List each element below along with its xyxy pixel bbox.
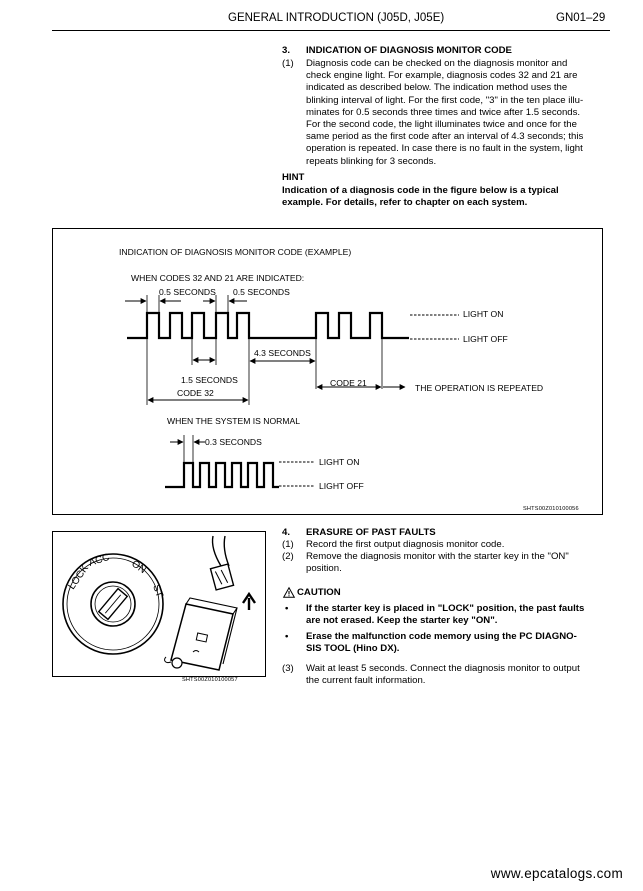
item-3-line: the current fault information.: [306, 675, 426, 687]
section-3-item-number: (1): [282, 58, 294, 69]
normal-subtitle: WHEN THE SYSTEM IS NORMAL: [167, 416, 301, 426]
item-3-number: (3): [282, 663, 294, 674]
starter-key-figure: [52, 531, 266, 677]
hint-label: HINT: [282, 172, 305, 183]
codes-subtitle: WHEN CODES 32 AND 21 ARE INDICATED:: [131, 273, 305, 283]
page-number: GN01–29: [556, 12, 606, 24]
label-light-off-normal: LIGHT OFF: [319, 481, 364, 491]
para-line: minates for 0.5 seconds three times and twice after 1.5 seconds.: [306, 106, 581, 118]
label-code-32: CODE 32: [177, 388, 214, 398]
hint-line: example. For details, refer to chapter on each system.: [282, 197, 528, 209]
bullet-1-symbol: •: [285, 603, 289, 614]
para-line: indicated as described below. The indication method uses the: [306, 82, 568, 94]
item-3-text: [306, 663, 604, 687]
bullet-2-line: SIS TOOL (Hino DX).: [306, 643, 400, 655]
label-light-off: LIGHT OFF: [463, 334, 508, 344]
page-header-title: GENERAL INTRODUCTION (J05D, J05E): [228, 12, 445, 24]
section-3-title: INDICATION OF DIAGNOSIS MONITOR CODE: [306, 45, 512, 56]
item-3-line: Wait at least 5 seconds. Connect the diagnosis monitor to output: [306, 663, 580, 674]
watermark: www.epcatalogs.com: [490, 866, 623, 881]
label-operation-repeated: THE OPERATION IS REPEATED: [415, 383, 544, 393]
label-15-seconds: 1.5 SECONDS: [181, 375, 238, 385]
starter-key-svg: [53, 532, 267, 678]
bullet-1-line: are not erased. Keep the starter key "ON".: [306, 615, 498, 627]
key-label-st: ST: [150, 583, 165, 600]
normal-waveform: [165, 463, 279, 487]
item-1-text: Record the first output diagnosis monitor code.: [306, 539, 505, 550]
label-03-seconds: 0.3 SECONDS: [205, 437, 262, 447]
item-2-line: position.: [306, 563, 342, 575]
key-label-acc: ACC: [87, 551, 112, 569]
para-line: repeats blinking for 3 seconds.: [306, 155, 437, 167]
caution-icon: [283, 587, 295, 598]
label-code-21: CODE 21: [330, 378, 367, 388]
para-line: For the second code, the light illuminates twice and once for the: [306, 119, 577, 131]
label-light-on-normal: LIGHT ON: [319, 457, 360, 467]
label-light-on: LIGHT ON: [463, 309, 504, 319]
key-label-lock: LOCK: [66, 563, 92, 592]
figure-title: INDICATION OF DIAGNOSIS MONITOR CODE (EXAMPLE): [119, 247, 352, 257]
label-05-seconds-a: 0.5 SECONDS: [159, 287, 216, 297]
caution-label: CAUTION: [297, 587, 341, 598]
item-2-number: (2): [282, 551, 294, 562]
bullet-1-line: If the starter key is placed in "LOCK" position, the past faults: [306, 603, 585, 614]
timing-diagram-svg: [53, 229, 604, 516]
para-line: Diagnosis code can be checked on the diagnosis monitor and: [306, 58, 568, 69]
bullet-2-text: [306, 631, 604, 655]
para-line: blinking interval of light. For the first code, "3" in the ten place illu-: [306, 94, 584, 106]
key-label-on: ON: [129, 558, 148, 577]
item-2-text: [306, 551, 604, 575]
bullet-1-text: [306, 603, 604, 627]
section-4-number: 4.: [282, 527, 291, 538]
label-43-seconds: 4.3 SECONDS: [254, 348, 311, 358]
section-3-number: 3.: [282, 45, 291, 56]
label-05-seconds-b: 0.5 SECONDS: [233, 287, 290, 297]
header-rule: [52, 30, 610, 31]
para-line: operation is repeated. In case there is no fault in the system, light: [306, 143, 583, 155]
bullet-2-line: Erase the malfunction code memory using the PC DIAGNO-: [306, 631, 577, 642]
figure-code: SHTS00Z010100056: [523, 506, 579, 512]
item-2-line: Remove the diagnosis monitor with the starter key in the "ON": [306, 551, 569, 562]
para-line: check engine light. For example, diagnosis codes 32 and 21 are: [306, 70, 578, 82]
para-line: same period as the first code after an interval of 4.3 seconds; this: [306, 131, 584, 143]
hint-line: Indication of a diagnosis code in the figure below is a typical: [282, 185, 559, 196]
timing-diagram-figure: [52, 228, 603, 515]
section-3-paragraph: [306, 58, 604, 168]
hint-text: [282, 185, 604, 209]
bullet-2-symbol: •: [285, 631, 289, 642]
figure-2-code: SHTS00Z010100057: [182, 677, 238, 683]
item-1-number: (1): [282, 539, 294, 550]
section-4-title: ERASURE OF PAST FAULTS: [306, 527, 436, 538]
code-waveform: [127, 313, 409, 338]
